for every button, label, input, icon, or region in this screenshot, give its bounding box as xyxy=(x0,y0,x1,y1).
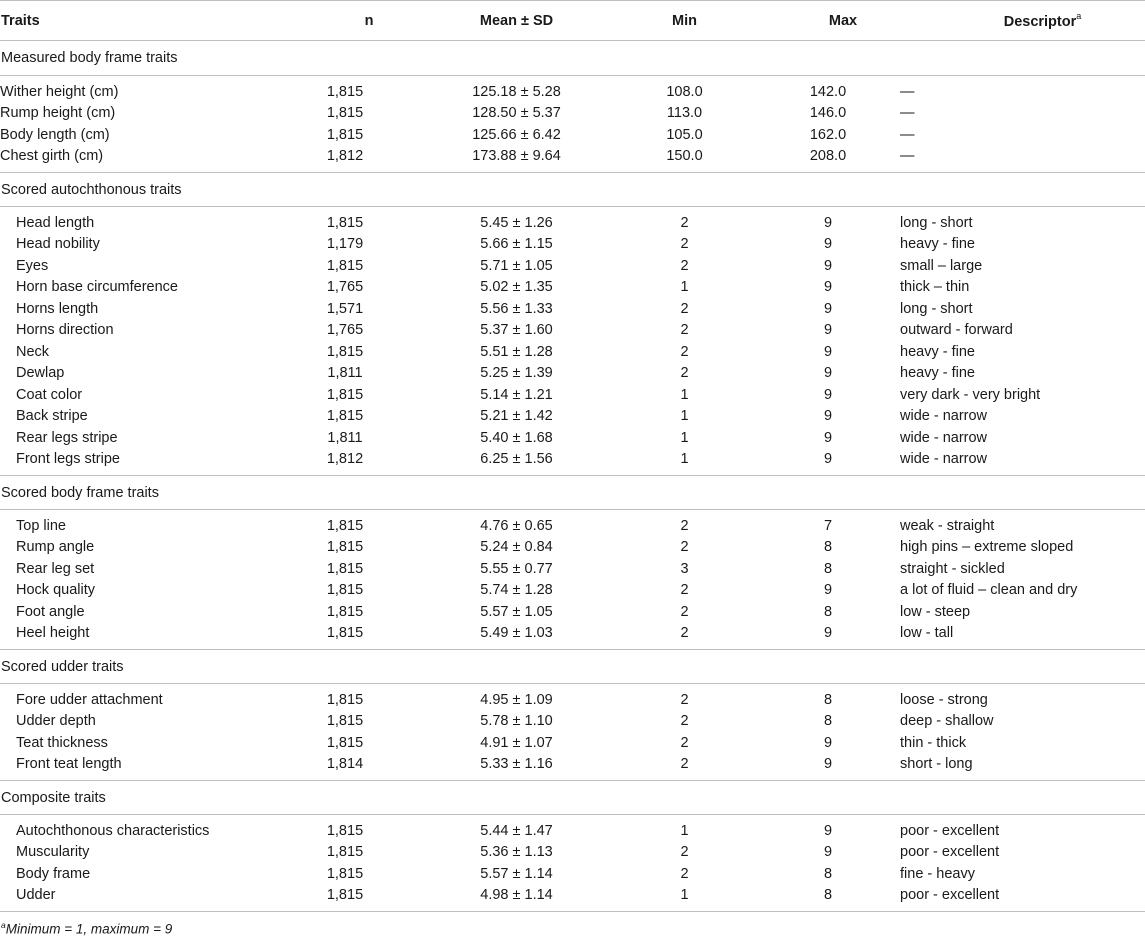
trait-name: Head length xyxy=(16,214,95,231)
trait-mean-sd: 4.95 ± 1.09 xyxy=(480,691,553,708)
trait-descriptor: heavy - fine xyxy=(900,236,975,253)
trait-mean-sd: 128.50 ± 5.37 xyxy=(472,105,561,122)
trait-min: 2 xyxy=(680,713,689,730)
trait-descriptor: long - short xyxy=(900,214,973,231)
trait-descriptor: low - tall xyxy=(900,625,954,642)
trait-name: Autochthonous characteristics xyxy=(16,822,210,839)
trait-max: 9 xyxy=(823,451,833,468)
trait-name: Teat thickness xyxy=(16,734,108,751)
trait-max: 9 xyxy=(823,625,833,642)
trait-name: Horns length xyxy=(16,300,99,317)
trait-name: Hock quality xyxy=(16,582,95,599)
trait-n: 1,571 xyxy=(326,300,364,317)
table-footnote xyxy=(0,920,1145,937)
trait-name: Foot angle xyxy=(16,603,85,620)
table-row xyxy=(0,842,1145,864)
table-row xyxy=(0,124,1145,146)
trait-mean-sd: 5.51 ± 1.28 xyxy=(480,343,553,360)
header-n: n xyxy=(270,1,420,41)
trait-n: 1,815 xyxy=(326,83,364,100)
trait-mean-sd: 5.33 ± 1.16 xyxy=(480,756,553,773)
table-row xyxy=(0,103,1145,125)
trait-mean-sd: 5.14 ± 1.21 xyxy=(480,386,553,403)
trait-max: 146.0 xyxy=(809,105,847,122)
trait-mean-sd: 5.40 ± 1.68 xyxy=(480,429,553,446)
trait-descriptor: — xyxy=(900,105,915,122)
trait-min: 2 xyxy=(680,844,689,861)
header-min: Min xyxy=(613,1,756,41)
trait-max: 8 xyxy=(823,887,833,904)
section-header-row xyxy=(0,650,1145,684)
table-row xyxy=(0,863,1145,885)
trait-min: 108.0 xyxy=(666,83,703,100)
trait-mean-sd: 173.88 ± 9.64 xyxy=(472,148,561,165)
trait-name: Rear leg set xyxy=(16,560,95,577)
header-mean-sd: Mean ± SD xyxy=(420,1,613,41)
section-header-row xyxy=(0,173,1145,207)
trait-descriptor: straight - sickled xyxy=(900,560,1005,577)
trait-name: Udder xyxy=(16,887,56,904)
trait-descriptor: poor - excellent xyxy=(900,822,1000,839)
trait-n: 1,815 xyxy=(326,625,364,642)
table-row xyxy=(0,277,1145,299)
trait-min: 2 xyxy=(680,865,689,882)
trait-min: 2 xyxy=(680,343,689,360)
trait-max: 8 xyxy=(823,713,833,730)
table-row xyxy=(0,711,1145,733)
trait-min: 2 xyxy=(680,756,689,773)
trait-n: 1,814 xyxy=(326,756,364,773)
trait-n: 1,765 xyxy=(326,322,364,339)
table-row xyxy=(0,580,1145,602)
trait-min: 1 xyxy=(680,429,689,446)
trait-mean-sd: 4.76 ± 0.65 xyxy=(480,517,553,534)
trait-min: 2 xyxy=(680,517,689,534)
trait-descriptor: wide - narrow xyxy=(900,451,988,468)
trait-name: Eyes xyxy=(16,257,49,274)
trait-name: Neck xyxy=(16,343,50,360)
trait-name: Front teat length xyxy=(16,756,122,773)
trait-n: 1,815 xyxy=(326,865,364,882)
trait-mean-sd: 125.66 ± 6.42 xyxy=(472,126,561,143)
trait-max: 9 xyxy=(823,582,833,599)
trait-max: 9 xyxy=(823,408,833,425)
trait-descriptor: very dark - very bright xyxy=(900,386,1041,403)
table-row xyxy=(0,754,1145,776)
table-row xyxy=(0,234,1145,256)
trait-descriptor: long - short xyxy=(900,300,973,317)
trait-descriptor: short - long xyxy=(900,756,973,773)
table-row xyxy=(0,515,1145,537)
trait-mean-sd: 5.78 ± 1.10 xyxy=(480,713,553,730)
section-title: Measured body frame traits xyxy=(0,41,1145,76)
trait-descriptor: small – large xyxy=(900,257,983,274)
trait-n: 1,765 xyxy=(326,279,364,296)
trait-min: 105.0 xyxy=(666,126,703,143)
trait-max: 9 xyxy=(823,300,833,317)
trait-name: Fore udder attachment xyxy=(16,691,163,708)
trait-max: 162.0 xyxy=(809,126,847,143)
trait-max: 9 xyxy=(823,343,833,360)
trait-descriptor: high pins – extreme sloped xyxy=(900,539,1074,556)
trait-min: 150.0 xyxy=(666,148,703,165)
section-header-row xyxy=(0,781,1145,815)
table-row xyxy=(0,427,1145,449)
trait-n: 1,815 xyxy=(326,386,364,403)
trait-max: 9 xyxy=(823,822,833,839)
trait-min: 1 xyxy=(680,279,689,296)
trait-max: 9 xyxy=(823,429,833,446)
trait-name: Chest girth (cm) xyxy=(0,148,104,165)
section-title: Scored body frame traits xyxy=(0,476,1145,510)
trait-min: 1 xyxy=(680,386,689,403)
trait-name: Horns direction xyxy=(16,322,114,339)
trait-max: 9 xyxy=(823,322,833,339)
trait-n: 1,811 xyxy=(327,429,363,446)
trait-min: 2 xyxy=(680,214,689,231)
trait-n: 1,815 xyxy=(326,257,364,274)
trait-n: 1,815 xyxy=(326,126,364,143)
trait-descriptor: loose - strong xyxy=(900,691,988,708)
trait-min: 2 xyxy=(680,603,689,620)
trait-name: Udder depth xyxy=(16,713,96,730)
trait-mean-sd: 125.18 ± 5.28 xyxy=(472,83,561,100)
trait-descriptor: deep - shallow xyxy=(900,713,994,730)
trait-max: 142.0 xyxy=(809,83,847,100)
trait-mean-sd: 5.49 ± 1.03 xyxy=(480,625,553,642)
trait-descriptor: a lot of fluid – clean and dry xyxy=(900,582,1078,599)
table-row xyxy=(0,298,1145,320)
trait-min: 1 xyxy=(680,408,689,425)
trait-descriptor: — xyxy=(900,126,915,143)
trait-min: 1 xyxy=(680,887,689,904)
table-row xyxy=(0,820,1145,842)
trait-descriptor: heavy - fine xyxy=(900,365,975,382)
table-row xyxy=(0,212,1145,234)
trait-mean-sd: 5.25 ± 1.39 xyxy=(480,365,553,382)
trait-name: Dewlap xyxy=(16,365,65,382)
trait-n: 1,815 xyxy=(326,214,364,231)
trait-min: 2 xyxy=(680,625,689,642)
trait-descriptor: outward - forward xyxy=(900,322,1013,339)
table-row xyxy=(0,732,1145,754)
trait-n: 1,815 xyxy=(326,603,364,620)
trait-n: 1,815 xyxy=(326,691,364,708)
trait-max: 8 xyxy=(823,560,833,577)
trait-n: 1,815 xyxy=(326,408,364,425)
trait-max: 9 xyxy=(823,279,833,296)
trait-mean-sd: 5.24 ± 0.84 xyxy=(480,539,553,556)
table-row xyxy=(0,146,1145,168)
table-row xyxy=(0,623,1145,645)
trait-name: Rear legs stripe xyxy=(16,429,118,446)
trait-max: 8 xyxy=(823,865,833,882)
trait-mean-sd: 5.74 ± 1.28 xyxy=(480,582,553,599)
trait-mean-sd: 5.45 ± 1.26 xyxy=(480,214,553,231)
table-row xyxy=(0,384,1145,406)
trait-descriptor: low - steep xyxy=(900,603,971,620)
trait-name: Body frame xyxy=(16,865,91,882)
trait-name: Horn base circumference xyxy=(16,279,178,296)
section-header-row xyxy=(0,476,1145,510)
trait-mean-sd: 5.57 ± 1.14 xyxy=(480,865,553,882)
trait-n: 1,812 xyxy=(326,451,364,468)
trait-min: 2 xyxy=(680,322,689,339)
section-title: Composite traits xyxy=(0,781,1145,815)
trait-n: 1,815 xyxy=(326,887,364,904)
trait-n: 1,815 xyxy=(326,517,364,534)
trait-descriptor: — xyxy=(900,148,915,165)
trait-n: 1,815 xyxy=(326,844,364,861)
trait-n: 1,815 xyxy=(326,539,364,556)
section-header-row xyxy=(0,41,1145,76)
trait-min: 2 xyxy=(680,236,689,253)
table-row xyxy=(0,341,1145,363)
trait-name: Rump angle xyxy=(16,539,95,556)
table-row xyxy=(0,601,1145,623)
trait-name: Back stripe xyxy=(16,408,88,425)
trait-n: 1,815 xyxy=(326,560,364,577)
trait-n: 1,812 xyxy=(326,148,364,165)
trait-min: 2 xyxy=(680,365,689,382)
trait-descriptor: poor - excellent xyxy=(900,887,1000,904)
trait-n: 1,811 xyxy=(327,365,363,382)
trait-mean-sd: 5.36 ± 1.13 xyxy=(480,844,553,861)
trait-mean-sd: 5.44 ± 1.47 xyxy=(480,822,553,839)
trait-mean-sd: 5.37 ± 1.60 xyxy=(480,322,553,339)
trait-max: 9 xyxy=(823,257,833,274)
section-title: Scored udder traits xyxy=(0,650,1145,684)
trait-max: 9 xyxy=(823,756,833,773)
table-row xyxy=(0,449,1145,471)
header-descriptor-label: Descriptor xyxy=(1003,13,1077,30)
table-row xyxy=(0,885,1145,907)
trait-mean-sd: 4.98 ± 1.14 xyxy=(480,887,553,904)
section-divider xyxy=(0,906,1145,912)
trait-descriptor: wide - narrow xyxy=(900,429,988,446)
trait-max: 8 xyxy=(823,691,833,708)
trait-mean-sd: 5.55 ± 0.77 xyxy=(480,560,553,577)
trait-descriptor: weak - straight xyxy=(900,517,995,534)
trait-min: 3 xyxy=(680,560,689,577)
trait-descriptor: thick – thin xyxy=(900,279,970,296)
trait-max: 9 xyxy=(823,386,833,403)
trait-name: Rump height (cm) xyxy=(0,105,116,122)
trait-name: Muscularity xyxy=(16,844,90,861)
trait-min: 2 xyxy=(680,734,689,751)
trait-max: 7 xyxy=(823,517,833,534)
trait-max: 9 xyxy=(823,844,833,861)
trait-name: Top line xyxy=(16,517,66,534)
trait-descriptor: thin - thick xyxy=(900,734,967,751)
trait-mean-sd: 5.21 ± 1.42 xyxy=(480,408,553,425)
trait-mean-sd: 5.66 ± 1.15 xyxy=(480,236,553,253)
header-row xyxy=(0,1,1145,41)
trait-min: 2 xyxy=(680,300,689,317)
section-title: Scored autochthonous traits xyxy=(0,173,1145,207)
trait-max: 9 xyxy=(823,236,833,253)
trait-name: Heel height xyxy=(16,625,90,642)
header-max: Max xyxy=(756,1,900,41)
trait-mean-sd: 4.91 ± 1.07 xyxy=(480,734,553,751)
trait-descriptor: heavy - fine xyxy=(900,343,975,360)
trait-min: 2 xyxy=(680,539,689,556)
trait-name: Front legs stripe xyxy=(16,451,120,468)
trait-name: Head nobility xyxy=(16,236,100,253)
table-row xyxy=(0,320,1145,342)
header-descriptor xyxy=(900,1,1145,41)
trait-n: 1,815 xyxy=(326,343,364,360)
trait-min: 2 xyxy=(680,257,689,274)
trait-descriptor: — xyxy=(900,83,915,100)
table-row xyxy=(0,255,1145,277)
footnote-text: Minimum = 1, maximum = 9 xyxy=(5,921,173,937)
header-traits: Traits xyxy=(0,1,270,41)
trait-mean-sd: 5.57 ± 1.05 xyxy=(480,603,553,620)
trait-mean-sd: 5.71 ± 1.05 xyxy=(480,257,553,274)
trait-max: 9 xyxy=(823,214,833,231)
trait-descriptor: wide - narrow xyxy=(900,408,988,425)
trait-min: 1 xyxy=(680,451,689,468)
table-header xyxy=(0,1,1145,41)
trait-mean-sd: 6.25 ± 1.56 xyxy=(480,451,553,468)
trait-n: 1,815 xyxy=(326,105,364,122)
trait-descriptor: fine - heavy xyxy=(900,865,975,882)
trait-n: 1,179 xyxy=(326,236,364,253)
trait-max: 9 xyxy=(823,734,833,751)
table-row xyxy=(0,363,1145,385)
trait-n: 1,815 xyxy=(326,822,364,839)
trait-name: Wither height (cm) xyxy=(0,83,119,100)
trait-n: 1,815 xyxy=(326,582,364,599)
trait-n: 1,815 xyxy=(326,734,364,751)
trait-max: 9 xyxy=(823,365,833,382)
trait-name: Coat color xyxy=(16,386,83,403)
trait-min: 113.0 xyxy=(666,105,703,122)
trait-max: 8 xyxy=(823,603,833,620)
table-row xyxy=(0,406,1145,428)
trait-min: 2 xyxy=(680,582,689,599)
trait-min: 1 xyxy=(680,822,689,839)
trait-n: 1,815 xyxy=(326,713,364,730)
trait-name: Body length (cm) xyxy=(0,126,110,143)
footnote-marker: a xyxy=(1,920,6,930)
trait-max: 208.0 xyxy=(809,148,847,165)
trait-descriptor: poor - excellent xyxy=(900,844,1000,861)
trait-mean-sd: 5.56 ± 1.33 xyxy=(480,300,553,317)
table-row xyxy=(0,558,1145,580)
trait-min: 2 xyxy=(680,691,689,708)
header-descriptor-footnote-marker: a xyxy=(1076,10,1082,21)
table-row xyxy=(0,81,1145,103)
table-row xyxy=(0,689,1145,711)
table-body xyxy=(0,41,1145,912)
table-row xyxy=(0,537,1145,559)
trait-max: 8 xyxy=(823,539,833,556)
trait-mean-sd: 5.02 ± 1.35 xyxy=(480,279,553,296)
